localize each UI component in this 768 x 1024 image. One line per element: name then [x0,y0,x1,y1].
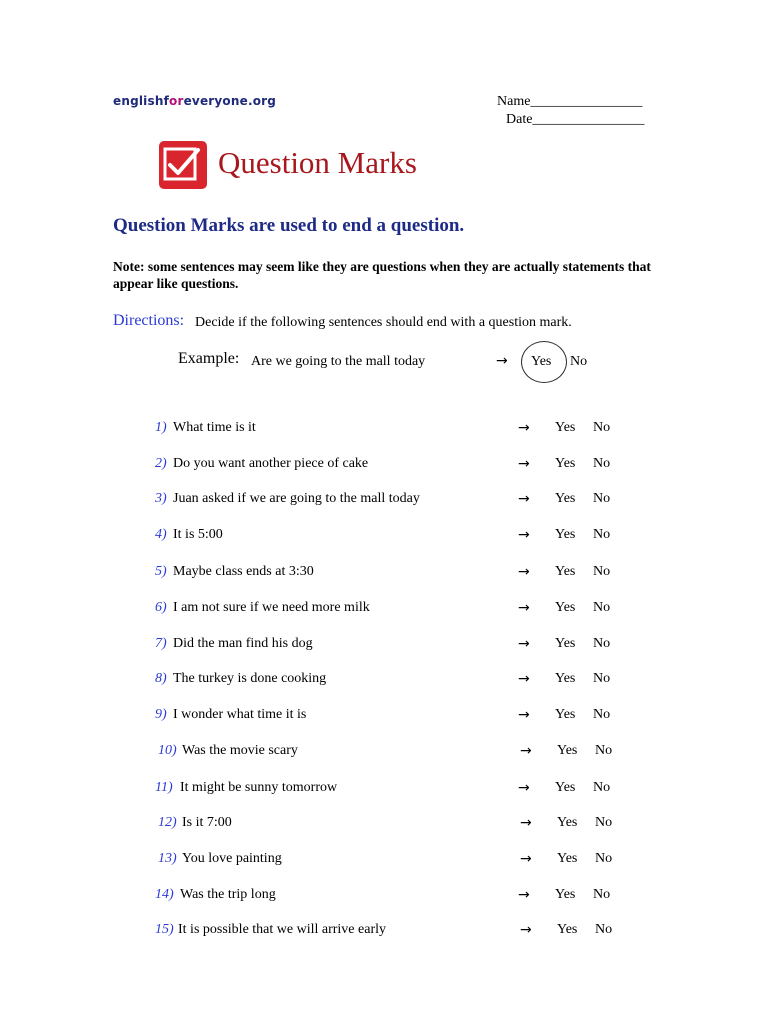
answer-no: No [593,707,611,722]
answer-yes: Yes [557,851,578,866]
note-text: Note: some sentences may seem like they are questions when they are actually statements that appear like questions. [113,259,651,291]
question-row [0,887,768,907]
question-number: 1) [155,420,167,435]
answer-yes: Yes [555,707,576,722]
arrow-icon: → [518,420,530,436]
answer-yes: Yes [555,887,576,902]
answer-yes: Yes [555,671,576,686]
question-number: 12) [158,815,177,830]
question-row [0,743,768,763]
answer-yes: Yes [555,780,576,795]
arrow-icon: → [518,780,530,796]
answer-no: No [595,922,613,937]
example-no: No [570,354,588,369]
directions-text: Decide if the following sentences should end with a question mark. [195,315,572,330]
question-number: 2) [155,456,167,471]
question-number: 7) [155,636,167,651]
question-row [0,456,768,476]
question-number: 4) [155,527,167,542]
arrow-icon: → [520,922,532,938]
arrow-icon: → [518,671,530,687]
question-number: 9) [155,707,167,722]
question-row [0,600,768,620]
arrow-icon: → [518,887,530,903]
checkbox-check-icon [158,140,208,190]
question-text: Juan asked if we are going to the mall today [173,491,420,506]
question-number: 15) [155,922,174,937]
question-text: Did the man find his dog [173,636,313,651]
question-row [0,780,768,800]
arrow-icon: → [518,636,530,652]
answer-no: No [593,420,611,435]
question-text: The turkey is done cooking [173,671,327,686]
answer-no: No [593,887,611,902]
question-row [0,922,768,942]
question-text: Was the trip long [180,887,276,902]
answer-yes: Yes [555,636,576,651]
question-text: It might be sunny tomorrow [180,780,338,795]
answer-no: No [593,780,611,795]
question-number: 10) [158,743,177,758]
name-field-label: Name________________ [497,94,643,109]
answer-yes: Yes [555,600,576,615]
question-text: Do you want another piece of cake [173,456,369,471]
arrow-icon: → [520,815,532,831]
question-text: It is possible that we will arrive early [178,922,386,937]
answer-yes: Yes [555,564,576,579]
question-number: 14) [155,887,174,902]
answer-no: No [593,527,611,542]
example-arrow-icon: → [496,353,508,369]
brand-part-1: englishf [113,94,170,108]
arrow-icon: → [518,564,530,580]
answer-no: No [593,671,611,686]
question-text: Maybe class ends at 3:30 [173,564,314,579]
arrow-icon: → [518,491,530,507]
answer-no: No [593,456,611,471]
question-number: 11) [155,780,173,795]
question-number: 13) [158,851,177,866]
question-text: Is it 7:00 [182,815,232,830]
question-text: I am not sure if we need more milk [173,600,370,615]
question-row [0,564,768,584]
arrow-icon: → [518,707,530,723]
example-text: Are we going to the mall today [251,354,426,369]
question-text: You love painting [182,851,282,866]
question-text: It is 5:00 [173,527,223,542]
arrow-icon: → [520,743,532,759]
question-text: I wonder what time it is [173,707,307,722]
answer-no: No [593,564,611,579]
arrow-icon: → [518,527,530,543]
example-label: Example: [178,350,240,367]
answer-yes: Yes [555,420,576,435]
question-number: 6) [155,600,167,615]
question-number: 8) [155,671,167,686]
question-row [0,815,768,835]
answer-yes: Yes [557,922,578,937]
page-subtitle: Question Marks are used to end a question. [113,215,465,236]
question-row [0,707,768,727]
answer-yes: Yes [557,815,578,830]
question-number: 3) [155,491,167,506]
question-number: 5) [155,564,167,579]
arrow-icon: → [518,456,530,472]
brand-part-3: everyone.org [183,94,277,108]
question-row [0,420,768,440]
question-text: What time is it [173,420,256,435]
answer-no: No [595,815,613,830]
answer-yes: Yes [555,491,576,506]
question-row [0,851,768,871]
question-row [0,527,768,547]
brand-logo-text [113,94,276,108]
question-row [0,671,768,691]
answer-no: No [593,600,611,615]
page-title: Question Marks [218,145,417,180]
answer-no: No [593,491,611,506]
question-text: Was the movie scary [182,743,298,758]
answer-yes: Yes [555,527,576,542]
answer-yes: Yes [557,743,578,758]
answer-no: No [595,851,613,866]
answer-yes: Yes [555,456,576,471]
answer-no: No [593,636,611,651]
answer-no: No [595,743,613,758]
example-yes: Yes [531,354,552,369]
date-field-label: Date________________ [506,112,645,127]
directions-label: Directions: [113,312,185,329]
arrow-icon: → [518,600,530,616]
question-row [0,636,768,656]
brand-part-2: or [169,94,184,108]
arrow-icon: → [520,851,532,867]
question-row [0,491,768,511]
